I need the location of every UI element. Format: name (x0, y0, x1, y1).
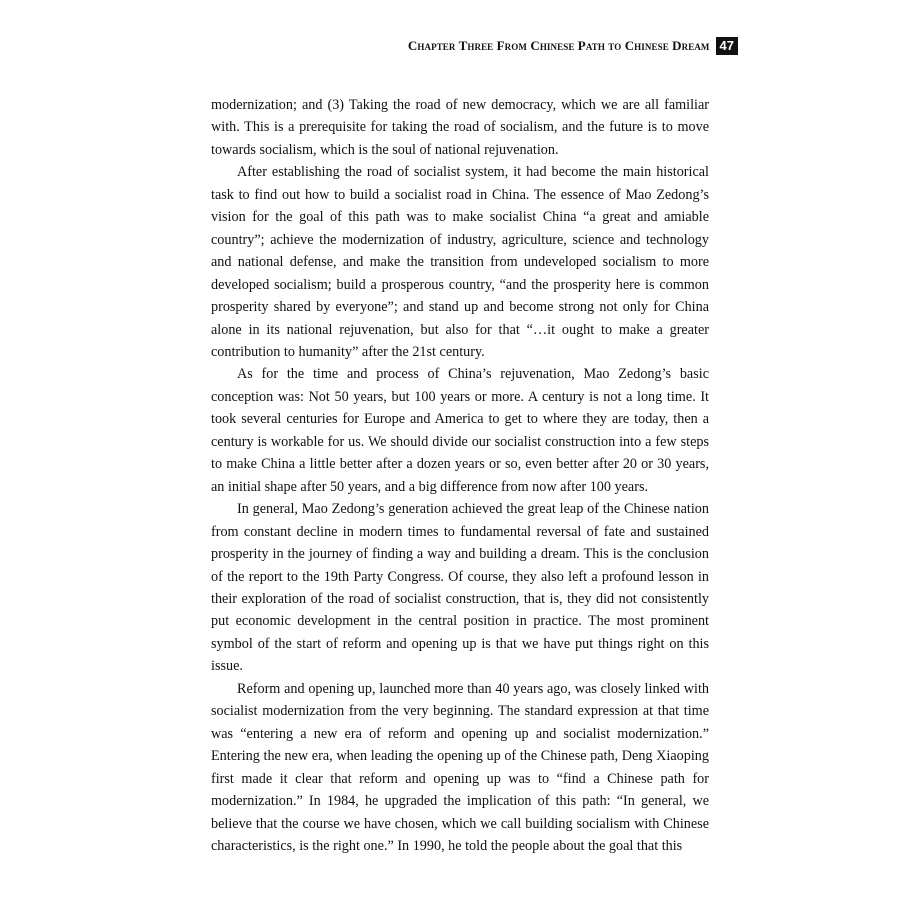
paragraph-2: After establishing the road of socialist system, it had become the main historical task to find out how to build a socialist road in China. The essence of Mao Zedong’s vision for the goal of this path was to make socialist China “a great and amiable country”; achieve the modernization of industry, agriculture, science and technology and national defense, and make the transition from undeveloped socialism to more developed socialism; build a prosperous country, “and the prosperity here is common prosperity shared by everyone”; and stand up and become strong not only for China alone in its national rejuvenation, but also for that “…it ought to make a greater contribution to humanity” after the 21st century. (211, 164, 709, 360)
body-text (211, 94, 709, 857)
paragraph-1: modernization; and (3) Taking the road of new democracy, which we are all familiar with. This is a prerequisite for taking the road of socialism, and the future is to move towards socialism, which is the soul of national rejuvenation. (211, 97, 709, 158)
chapter-title: Chapter Three From Chinese Path to Chinese Dream (407, 38, 710, 53)
paragraph-5: Reform and opening up, launched more than 40 years ago, was closely linked with socialist modernization from the very beginning. The standard expression at that time was “entering a new era of reform and opening up and socialist modernization.” Entering the new era, when leading the opening up of the Chinese path, Deng Xiaoping first made it clear that reform and opening up was to “find a Chinese path for modernization.” In 1984, he upgraded the implication of this path: “In general, we believe that the course we have chosen, which we call building socialism with Chinese characteristics, is the right one.” In 1990, he told the people about the goal that this (211, 680, 709, 854)
paragraph-4: In general, Mao Zedong’s generation achieved the great leap of the Chinese nation from constant decline in modern times to fundamental reversal of fate and sustained prosperity in the journey of finding a way and building a dream. This is the conclusion of the report to the 19th Party Congress. Of course, they also left a profound lesson in their exploration of the road of socialist construction, that is, they did not consistently put economic development in the central position in practice. The most prominent symbol of the start of reform and opening up is that we have put things right on this issue. (211, 501, 709, 675)
page-number: 47 (716, 37, 738, 55)
running-head (408, 37, 738, 55)
paragraph-3: As for the time and process of China’s rejuvenation, Mao Zedong’s basic conception was: Not 50 years, but 100 years or more. A century is not a long time. It took several centuries for Europe and America to get to where they are today, then a century is workable for us. We should divide our socialist construction into a few steps to make China a little better after a dozen years or so, even better after 20 or 30 years, an initial shape after 50 years, and a big difference from now after 100 years. (211, 366, 709, 495)
